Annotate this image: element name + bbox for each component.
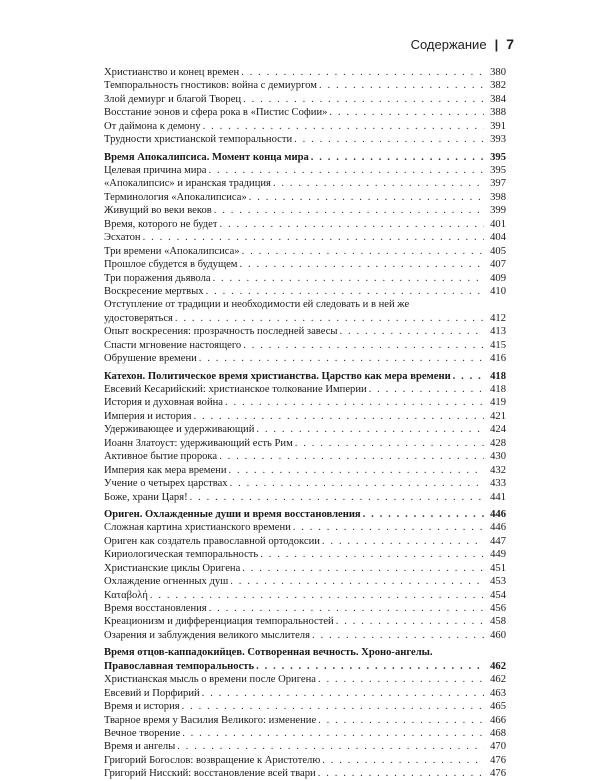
dot-leader <box>150 589 484 602</box>
entry-page-number: 421 <box>490 410 506 422</box>
entry-title: Активное бытие пророка <box>104 451 218 463</box>
entry-page-number: 476 <box>490 768 506 780</box>
toc-section-entry <box>104 383 506 396</box>
toc-section-entry <box>104 204 506 217</box>
entry-page-number: 456 <box>490 603 506 615</box>
toc-section-entry <box>104 66 506 79</box>
entry-title: Боже, храни Царя! <box>104 491 188 503</box>
toc-section-entry <box>104 178 506 191</box>
entry-title: Озарения и заблуждения великого мыслителя <box>104 629 310 641</box>
entry-title: Воскресение мертвых <box>104 285 204 297</box>
entry-title: Христианская мысль о времени после Оригена <box>104 674 316 686</box>
toc-section-entry <box>104 231 506 244</box>
entry-page-number: 441 <box>490 491 506 503</box>
entry-page-number: 418 <box>490 384 506 396</box>
entry-title: Христианство и конец времен <box>104 66 240 78</box>
toc-chapter-entry <box>104 370 506 383</box>
entry-page-number: 409 <box>490 272 506 284</box>
dot-leader <box>190 491 484 504</box>
entry-title: Живущий во веки веков <box>104 205 212 217</box>
entry-page-number: 413 <box>490 326 506 338</box>
toc-chapter-entry <box>104 151 506 164</box>
entry-page-number: 424 <box>490 424 506 436</box>
page-number: 7 <box>506 36 514 52</box>
entry-page-number: 382 <box>490 80 506 92</box>
dot-leader <box>294 133 484 146</box>
entry-title: Время и история <box>104 701 180 713</box>
dot-leader <box>199 352 484 365</box>
entry-title: удостоверяться <box>104 312 173 324</box>
toc-section-entry <box>104 272 506 285</box>
toc-section-entry <box>104 312 506 325</box>
dot-leader <box>453 370 484 383</box>
dot-leader <box>312 629 484 642</box>
entry-title: «Апокалипсис» и иранская традиция <box>104 178 271 190</box>
dot-leader <box>229 464 485 477</box>
toc-section-entry <box>104 602 506 615</box>
toc-section-entry <box>104 589 506 602</box>
toc-section-entry <box>104 629 506 642</box>
toc-section-entry <box>104 285 506 298</box>
entry-title: Евсевий и Порфирий <box>104 687 200 699</box>
entry-page-number: 433 <box>490 478 506 490</box>
dot-leader <box>243 93 484 106</box>
toc-section-entry <box>104 616 506 629</box>
toc-chapter-entry <box>104 508 506 521</box>
entry-title: Темпоральность гностиков: война с демиургом <box>104 80 317 92</box>
entry-title: Время восстановления <box>104 603 207 615</box>
entry-title: Ориген как создатель православной ортодоксии <box>104 535 320 547</box>
entry-page-number: 401 <box>490 218 506 230</box>
toc-section-entry <box>104 562 506 575</box>
entry-title: Эсхатон <box>104 232 141 244</box>
toc-section-entry <box>104 700 506 713</box>
dot-leader <box>242 245 484 258</box>
entry-page-number: 399 <box>490 205 506 217</box>
toc-section-entry <box>104 164 506 177</box>
toc-section-entry <box>104 535 506 548</box>
toc-section-entry <box>104 120 506 133</box>
dot-leader <box>213 272 484 285</box>
entry-page-number: 418 <box>490 370 506 382</box>
toc-section-entry <box>104 352 506 365</box>
toc-section-entry <box>104 740 506 753</box>
dot-leader <box>318 714 484 727</box>
entry-page-number: 393 <box>490 134 506 146</box>
dot-leader <box>177 740 484 753</box>
dot-leader <box>340 325 484 338</box>
entry-page-number: 465 <box>490 701 506 713</box>
dot-leader <box>219 450 484 463</box>
entry-title: Злой демиург и благой Творец <box>104 93 242 105</box>
dot-leader <box>219 218 484 231</box>
dot-leader <box>206 285 484 298</box>
entry-page-number: 384 <box>490 93 506 105</box>
entry-title: Время отцов-каппадокийцев. Сотворенная вечность. Хроно-ангелы. <box>104 647 433 659</box>
toc-section-entry <box>104 106 506 119</box>
toc-chapter-entry <box>104 646 506 659</box>
entry-page-number: 466 <box>490 714 506 726</box>
entry-title: От даймона к демону <box>104 120 201 132</box>
entry-title: Империя как мера времени <box>104 464 227 476</box>
entry-page-number: 388 <box>490 107 506 119</box>
dot-leader <box>318 673 484 686</box>
dot-leader <box>182 700 484 713</box>
dot-leader <box>319 79 484 92</box>
entry-title: Охлаждение огненных душ <box>104 576 229 588</box>
entry-page-number: 446 <box>490 522 506 534</box>
dot-leader <box>242 562 484 575</box>
entry-page-number: 447 <box>490 535 506 547</box>
entry-title: Время, которого не будет <box>104 218 218 230</box>
entry-title: Удерживающее и удерживающий <box>104 424 255 436</box>
toc-section-entry <box>104 575 506 588</box>
dot-leader <box>240 258 484 271</box>
dot-leader <box>249 191 484 204</box>
dot-leader <box>311 151 484 164</box>
entry-page-number: 451 <box>490 562 506 574</box>
dot-leader <box>295 437 484 450</box>
entry-page-number: 395 <box>490 151 506 163</box>
dot-leader <box>208 164 484 177</box>
toc-section-entry <box>104 339 506 352</box>
entry-page-number: 462 <box>490 660 506 672</box>
entry-page-number: 430 <box>490 451 506 463</box>
entry-page-number: 462 <box>490 674 506 686</box>
entry-title: Спасти мгновение настоящего <box>104 339 242 351</box>
entry-title: Иоанн Златоуст: удерживающий есть Рим <box>104 437 293 449</box>
entry-title: Отступление от традиции и необходимости ей следовать и в ней же <box>104 299 410 311</box>
entry-title: Империя и история <box>104 410 192 422</box>
running-header <box>411 36 514 52</box>
entry-page-number: 419 <box>490 397 506 409</box>
entry-page-number: 395 <box>490 165 506 177</box>
dot-leader <box>260 548 484 561</box>
toc-section-entry <box>104 521 506 534</box>
dot-leader <box>230 477 484 490</box>
entry-title: Время и ангелы <box>104 741 176 753</box>
entry-title: Καταβολή <box>104 589 148 601</box>
dot-leader <box>209 602 484 615</box>
entry-title: Вечное творение <box>104 727 181 739</box>
toc-section-entry <box>104 477 506 490</box>
entry-page-number: 454 <box>490 589 506 601</box>
table-of-contents <box>104 66 506 781</box>
entry-page-number: 415 <box>490 339 506 351</box>
entry-page-number: 446 <box>490 508 506 520</box>
entry-title: Трудности христианской темпоральности <box>104 134 293 146</box>
toc-section-entry <box>104 245 506 258</box>
dot-leader <box>225 396 484 409</box>
entry-title: Три времени «Апокалипсиса» <box>104 245 240 257</box>
entry-title: Тварное время у Василия Великого: изменение <box>104 714 317 726</box>
entry-title: Три поражения дьявола <box>104 272 211 284</box>
toc-section-entry <box>104 93 506 106</box>
dot-leader <box>214 204 484 217</box>
entry-page-number: 470 <box>490 741 506 753</box>
entry-title: Креационизм и дифференциация темпоральностей <box>104 616 334 628</box>
entry-page-number: 391 <box>490 120 506 132</box>
dot-leader <box>143 231 484 244</box>
entry-page-number: 428 <box>490 437 506 449</box>
entry-page-number: 458 <box>490 616 506 628</box>
dot-leader <box>256 423 484 436</box>
toc-section-entry <box>104 673 506 686</box>
toc-section-entry <box>104 325 506 338</box>
toc-section-entry <box>104 727 506 740</box>
dot-leader <box>241 66 484 79</box>
toc-section-entry <box>104 133 506 146</box>
dot-leader <box>322 535 484 548</box>
toc-section-entry <box>104 258 506 271</box>
entry-title: Кириологическая темпоральность <box>104 549 259 561</box>
dot-leader <box>175 312 484 325</box>
entry-title: Опыт воскресения: прозрачность последней завесы <box>104 326 338 338</box>
entry-page-number: 449 <box>490 549 506 561</box>
entry-title: Учение о четырех царствах <box>104 478 228 490</box>
entry-page-number: 412 <box>490 312 506 324</box>
toc-section-entry <box>104 754 506 767</box>
entry-title: Григорий Нисский: восстановление всей твари <box>104 768 316 780</box>
dot-leader <box>329 106 484 119</box>
toc-section-entry <box>104 423 506 436</box>
entry-page-number: 397 <box>490 178 506 190</box>
entry-title: Прошлое сбудется в будущем <box>104 259 238 271</box>
entry-page-number: 468 <box>490 727 506 739</box>
toc-chapter-entry <box>104 660 506 673</box>
entry-title: Православная темпоральность <box>104 660 255 672</box>
entry-page-number: 463 <box>490 687 506 699</box>
dot-leader <box>336 615 484 628</box>
dot-leader <box>293 521 484 534</box>
toc-section-entry <box>104 450 506 463</box>
dot-leader <box>318 767 484 780</box>
toc-section-entry <box>104 687 506 700</box>
section-title: Содержание <box>410 36 487 52</box>
toc-section-entry <box>104 548 506 561</box>
entry-page-number: 380 <box>490 66 506 78</box>
entry-page-number: 404 <box>490 232 506 244</box>
toc-section-entry <box>104 767 506 780</box>
toc-section-entry <box>104 397 506 410</box>
entry-page-number: 410 <box>490 285 506 297</box>
entry-title: Целевая причина мира <box>104 165 207 177</box>
toc-section-entry <box>104 79 506 92</box>
toc-section-entry <box>104 437 506 450</box>
dot-leader <box>194 410 484 423</box>
entry-page-number: 407 <box>490 259 506 271</box>
entry-title: Обрушение времени <box>104 353 197 365</box>
toc-section-entry <box>104 491 506 504</box>
dot-leader <box>202 687 484 700</box>
entry-title: Сложная картина христианского времени <box>104 522 291 534</box>
dot-leader <box>363 508 484 521</box>
dot-leader <box>203 120 484 133</box>
entry-title: История и духовная война <box>104 397 223 409</box>
entry-page-number: 398 <box>490 191 506 203</box>
dot-leader <box>273 177 484 190</box>
entry-page-number: 416 <box>490 353 506 365</box>
dot-leader <box>369 383 484 396</box>
dot-leader <box>230 575 484 588</box>
entry-title: Евсевий Кесарийский: христианское толкование Империи <box>104 384 367 396</box>
dot-leader <box>182 727 484 740</box>
entry-page-number: 453 <box>490 576 506 588</box>
entry-page-number: 476 <box>490 754 506 766</box>
entry-title: Григорий Богослов: возвращение к Аристотелю <box>104 754 321 766</box>
toc-section-entry <box>104 218 506 231</box>
toc-section-entry <box>104 714 506 727</box>
entry-title: Восстание эонов и сфера рока в «Пистис Софии» <box>104 107 328 119</box>
entry-page-number: 405 <box>490 245 506 257</box>
toc-section-entry <box>104 298 506 311</box>
toc-section-entry <box>104 191 506 204</box>
header-separator: | <box>494 36 499 52</box>
entry-page-number: 432 <box>490 464 506 476</box>
entry-title: Ориген. Охлажденные души и время восстановления <box>104 508 361 520</box>
toc-section-entry <box>104 464 506 477</box>
dot-leader <box>243 339 484 352</box>
dot-leader <box>322 754 484 767</box>
entry-title: Терминология «Апокалипсиса» <box>104 191 247 203</box>
entry-page-number: 460 <box>490 629 506 641</box>
entry-title: Христианские циклы Оригена <box>104 562 241 574</box>
toc-section-entry <box>104 410 506 423</box>
entry-title: Время Апокалипсиса. Момент конца мира <box>104 151 309 163</box>
entry-title: Катехон. Политическое время христианства. Царство как мера времени <box>104 370 451 382</box>
dot-leader <box>256 660 484 673</box>
